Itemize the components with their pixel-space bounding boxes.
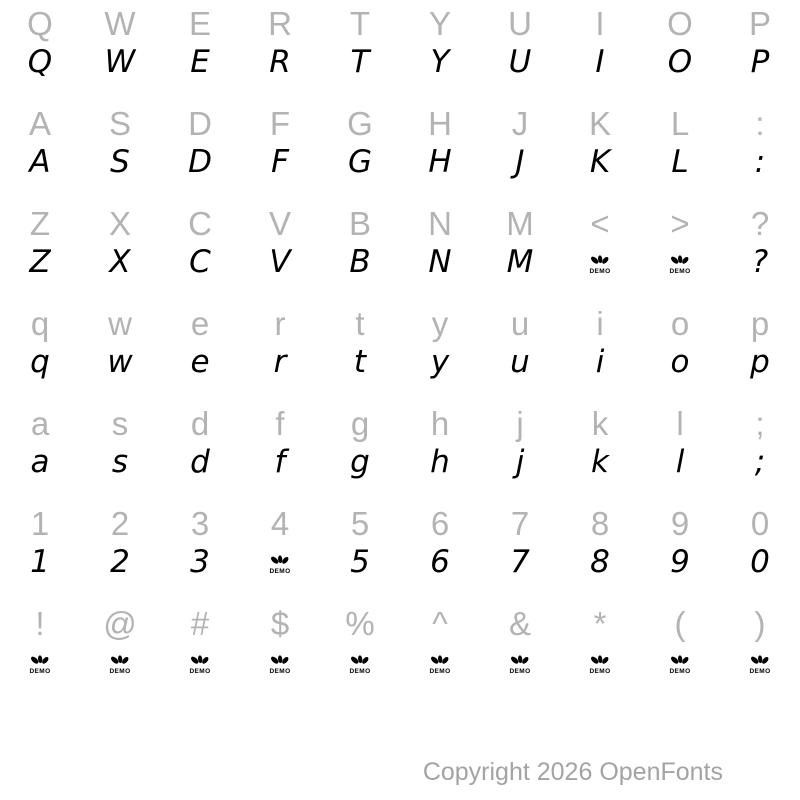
demo-fleuron-icon <box>350 655 370 667</box>
glyph-char: 6 <box>430 544 450 580</box>
reference-char: V <box>268 204 291 242</box>
glyph-char: L <box>671 144 689 180</box>
demo-label: DEMO <box>349 668 371 675</box>
reference-char: ) <box>754 604 766 642</box>
glyph-char: G <box>347 144 373 180</box>
demo-fleuron-icon <box>30 655 50 667</box>
glyph-char: o <box>670 344 690 380</box>
reference-char: 4 <box>270 504 290 542</box>
glyph-line <box>0 446 800 500</box>
demo-label: DEMO <box>29 668 51 675</box>
reference-char: E <box>188 4 211 42</box>
demo-placeholder-glyph <box>349 655 370 675</box>
demo-label: DEMO <box>109 668 131 675</box>
glyph-line <box>0 346 800 400</box>
reference-char: q <box>30 304 50 342</box>
reference-char: f <box>275 404 285 442</box>
demo-fleuron-icon <box>750 655 770 667</box>
reference-char: & <box>508 604 531 642</box>
glyph-char: 5 <box>350 544 370 580</box>
demo-fleuron-icon <box>270 655 290 667</box>
glyph-char: t <box>353 344 367 380</box>
glyph-char: T <box>350 44 370 80</box>
demo-placeholder-glyph <box>669 655 690 675</box>
glyph-char: 2 <box>110 544 130 580</box>
glyph-char: 1 <box>30 544 50 580</box>
demo-fleuron-icon <box>190 655 210 667</box>
demo-label: DEMO <box>429 668 451 675</box>
glyph-char: h <box>430 444 450 480</box>
reference-char: ? <box>750 204 770 242</box>
reference-char: H <box>428 104 452 142</box>
demo-placeholder-glyph <box>429 655 450 675</box>
reference-char: $ <box>270 604 290 642</box>
reference-char: N <box>428 204 452 242</box>
reference-char: @ <box>103 604 137 642</box>
demo-label: DEMO <box>269 668 291 675</box>
demo-fleuron-icon <box>590 655 610 667</box>
reference-char: ! <box>35 604 45 642</box>
reference-char: 1 <box>30 504 50 542</box>
glyph-char: r <box>273 344 287 380</box>
glyph-row-pair-2 <box>0 100 800 200</box>
reference-line <box>0 300 800 346</box>
glyph-char: S <box>110 144 130 180</box>
glyph-char: O <box>667 44 693 80</box>
glyph-row-pair-4 <box>0 300 800 400</box>
glyph-char: w <box>107 344 133 380</box>
reference-char: J <box>511 104 529 142</box>
glyph-char: J <box>515 144 525 180</box>
glyph-char: Q <box>27 44 53 80</box>
demo-fleuron-icon <box>590 255 610 267</box>
demo-placeholder-glyph <box>269 555 290 575</box>
glyph-char: K <box>589 144 611 180</box>
demo-fleuron-icon <box>670 655 690 667</box>
reference-char: # <box>190 604 210 642</box>
demo-fleuron-icon <box>270 555 290 567</box>
glyph-row-pair-3 <box>0 200 800 300</box>
reference-char: g <box>350 404 370 442</box>
glyph-char: W <box>104 44 136 80</box>
reference-char: e <box>190 304 210 342</box>
reference-char: d <box>190 404 210 442</box>
glyph-char: : <box>754 144 766 180</box>
demo-label: DEMO <box>509 668 531 675</box>
glyph-char: k <box>591 444 609 480</box>
reference-char: h <box>430 404 450 442</box>
glyph-line <box>0 146 800 200</box>
glyph-char: g <box>350 444 370 480</box>
reference-char: * <box>593 604 607 642</box>
reference-char: 9 <box>670 504 690 542</box>
reference-char: L <box>670 104 690 142</box>
reference-char: y <box>431 304 449 342</box>
reference-char: r <box>274 304 286 342</box>
glyph-char: X <box>109 244 131 280</box>
glyph-char: U <box>508 44 532 80</box>
demo-label: DEMO <box>269 568 291 575</box>
demo-label: DEMO <box>669 268 691 275</box>
glyph-char: R <box>269 44 291 80</box>
reference-char: i <box>596 304 604 342</box>
glyph-char: N <box>428 244 452 280</box>
demo-placeholder-glyph <box>749 655 770 675</box>
glyph-char: 9 <box>670 544 690 580</box>
reference-char: 2 <box>110 504 130 542</box>
demo-placeholder-glyph <box>589 255 610 275</box>
glyph-char: Z <box>29 244 51 280</box>
glyph-char: j <box>515 444 525 480</box>
reference-char: R <box>268 4 292 42</box>
reference-char: 8 <box>590 504 610 542</box>
glyph-char: s <box>111 444 129 480</box>
reference-char: o <box>670 304 690 342</box>
reference-char: u <box>510 304 530 342</box>
reference-char: A <box>28 104 51 142</box>
demo-placeholder-glyph <box>189 655 210 675</box>
demo-fleuron-icon <box>430 655 450 667</box>
glyph-char: V <box>269 244 291 280</box>
glyph-char: u <box>510 344 530 380</box>
reference-char: < <box>590 204 610 242</box>
demo-label: DEMO <box>589 268 611 275</box>
reference-char: S <box>108 104 131 142</box>
demo-label: DEMO <box>749 668 771 675</box>
demo-placeholder-glyph <box>29 655 50 675</box>
glyph-char: C <box>189 244 211 280</box>
glyph-row-pair-7 <box>0 600 800 700</box>
reference-char: 6 <box>430 504 450 542</box>
reference-char: ^ <box>432 604 448 642</box>
glyph-char: D <box>188 144 212 180</box>
reference-char: ( <box>674 604 686 642</box>
reference-char: Q <box>27 4 53 42</box>
glyph-char: p <box>750 344 770 380</box>
demo-placeholder-glyph <box>509 655 530 675</box>
glyph-char: i <box>595 344 605 380</box>
reference-char: 5 <box>350 504 370 542</box>
demo-fleuron-icon <box>110 655 130 667</box>
glyph-char: 7 <box>510 544 530 580</box>
demo-label: DEMO <box>669 668 691 675</box>
glyph-char: H <box>428 144 452 180</box>
reference-line <box>0 0 800 46</box>
glyph-char: y <box>430 344 450 380</box>
reference-char: 3 <box>190 504 210 542</box>
reference-char: B <box>348 204 371 242</box>
demo-fleuron-icon <box>510 655 530 667</box>
reference-char: w <box>108 304 132 342</box>
reference-char: l <box>676 404 684 442</box>
reference-char: K <box>588 104 611 142</box>
copyright-watermark: Copyright 2026 OpenFonts <box>422 758 723 786</box>
glyph-char: Y <box>430 44 450 80</box>
glyph-char: I <box>595 44 605 80</box>
reference-char: % <box>345 604 375 642</box>
reference-line <box>0 200 800 246</box>
glyph-line <box>0 46 800 100</box>
reference-char: D <box>188 104 212 142</box>
reference-line <box>0 100 800 146</box>
reference-char: t <box>355 304 365 342</box>
demo-placeholder-glyph <box>109 655 130 675</box>
glyph-char: B <box>349 244 371 280</box>
reference-char: O <box>667 4 693 42</box>
glyph-char: e <box>190 344 210 380</box>
glyph-line <box>0 646 800 700</box>
reference-char: s <box>111 404 129 442</box>
reference-char: G <box>347 104 373 142</box>
glyph-char: E <box>190 44 210 80</box>
glyph-char: ? <box>751 244 769 280</box>
reference-char: 7 <box>510 504 530 542</box>
glyph-char: f <box>274 444 286 480</box>
reference-char: W <box>104 4 136 42</box>
reference-char: > <box>670 204 690 242</box>
demo-placeholder-glyph <box>589 655 610 675</box>
glyph-char: A <box>29 144 51 180</box>
demo-placeholder-glyph <box>669 255 690 275</box>
glyph-char: l <box>675 444 685 480</box>
reference-char: j <box>516 404 524 442</box>
reference-line <box>0 500 800 546</box>
reference-char: P <box>748 4 771 42</box>
demo-label: DEMO <box>189 668 211 675</box>
reference-char: C <box>188 204 212 242</box>
glyph-row-pair-6 <box>0 500 800 600</box>
glyph-row-pair-5 <box>0 400 800 500</box>
reference-char: Y <box>428 4 451 42</box>
reference-char: : <box>755 104 765 142</box>
demo-fleuron-icon <box>670 255 690 267</box>
glyph-char: F <box>271 144 289 180</box>
reference-char: M <box>506 204 534 242</box>
glyph-line <box>0 246 800 300</box>
reference-char: I <box>595 4 605 42</box>
reference-char: F <box>269 104 291 142</box>
glyph-line <box>0 546 800 600</box>
glyph-char: q <box>30 344 50 380</box>
glyph-row-pair-1 <box>0 0 800 100</box>
demo-placeholder-glyph <box>269 655 290 675</box>
glyph-char: d <box>190 444 210 480</box>
reference-char: k <box>591 404 609 442</box>
reference-char: T <box>349 4 371 42</box>
reference-char: a <box>30 404 50 442</box>
reference-line <box>0 400 800 446</box>
reference-char: U <box>508 4 532 42</box>
reference-char: p <box>750 304 770 342</box>
reference-line <box>0 600 800 646</box>
glyph-char: P <box>750 44 770 80</box>
reference-char: 0 <box>750 504 770 542</box>
glyph-char: M <box>506 244 534 280</box>
reference-char: X <box>108 204 131 242</box>
reference-char: ; <box>755 404 765 442</box>
reference-char: Z <box>29 204 51 242</box>
glyph-char: 3 <box>190 544 210 580</box>
glyph-char: a <box>30 444 50 480</box>
glyph-char: 8 <box>590 544 610 580</box>
demo-label: DEMO <box>589 668 611 675</box>
glyph-char: ; <box>754 444 766 480</box>
glyph-char: 0 <box>750 544 770 580</box>
